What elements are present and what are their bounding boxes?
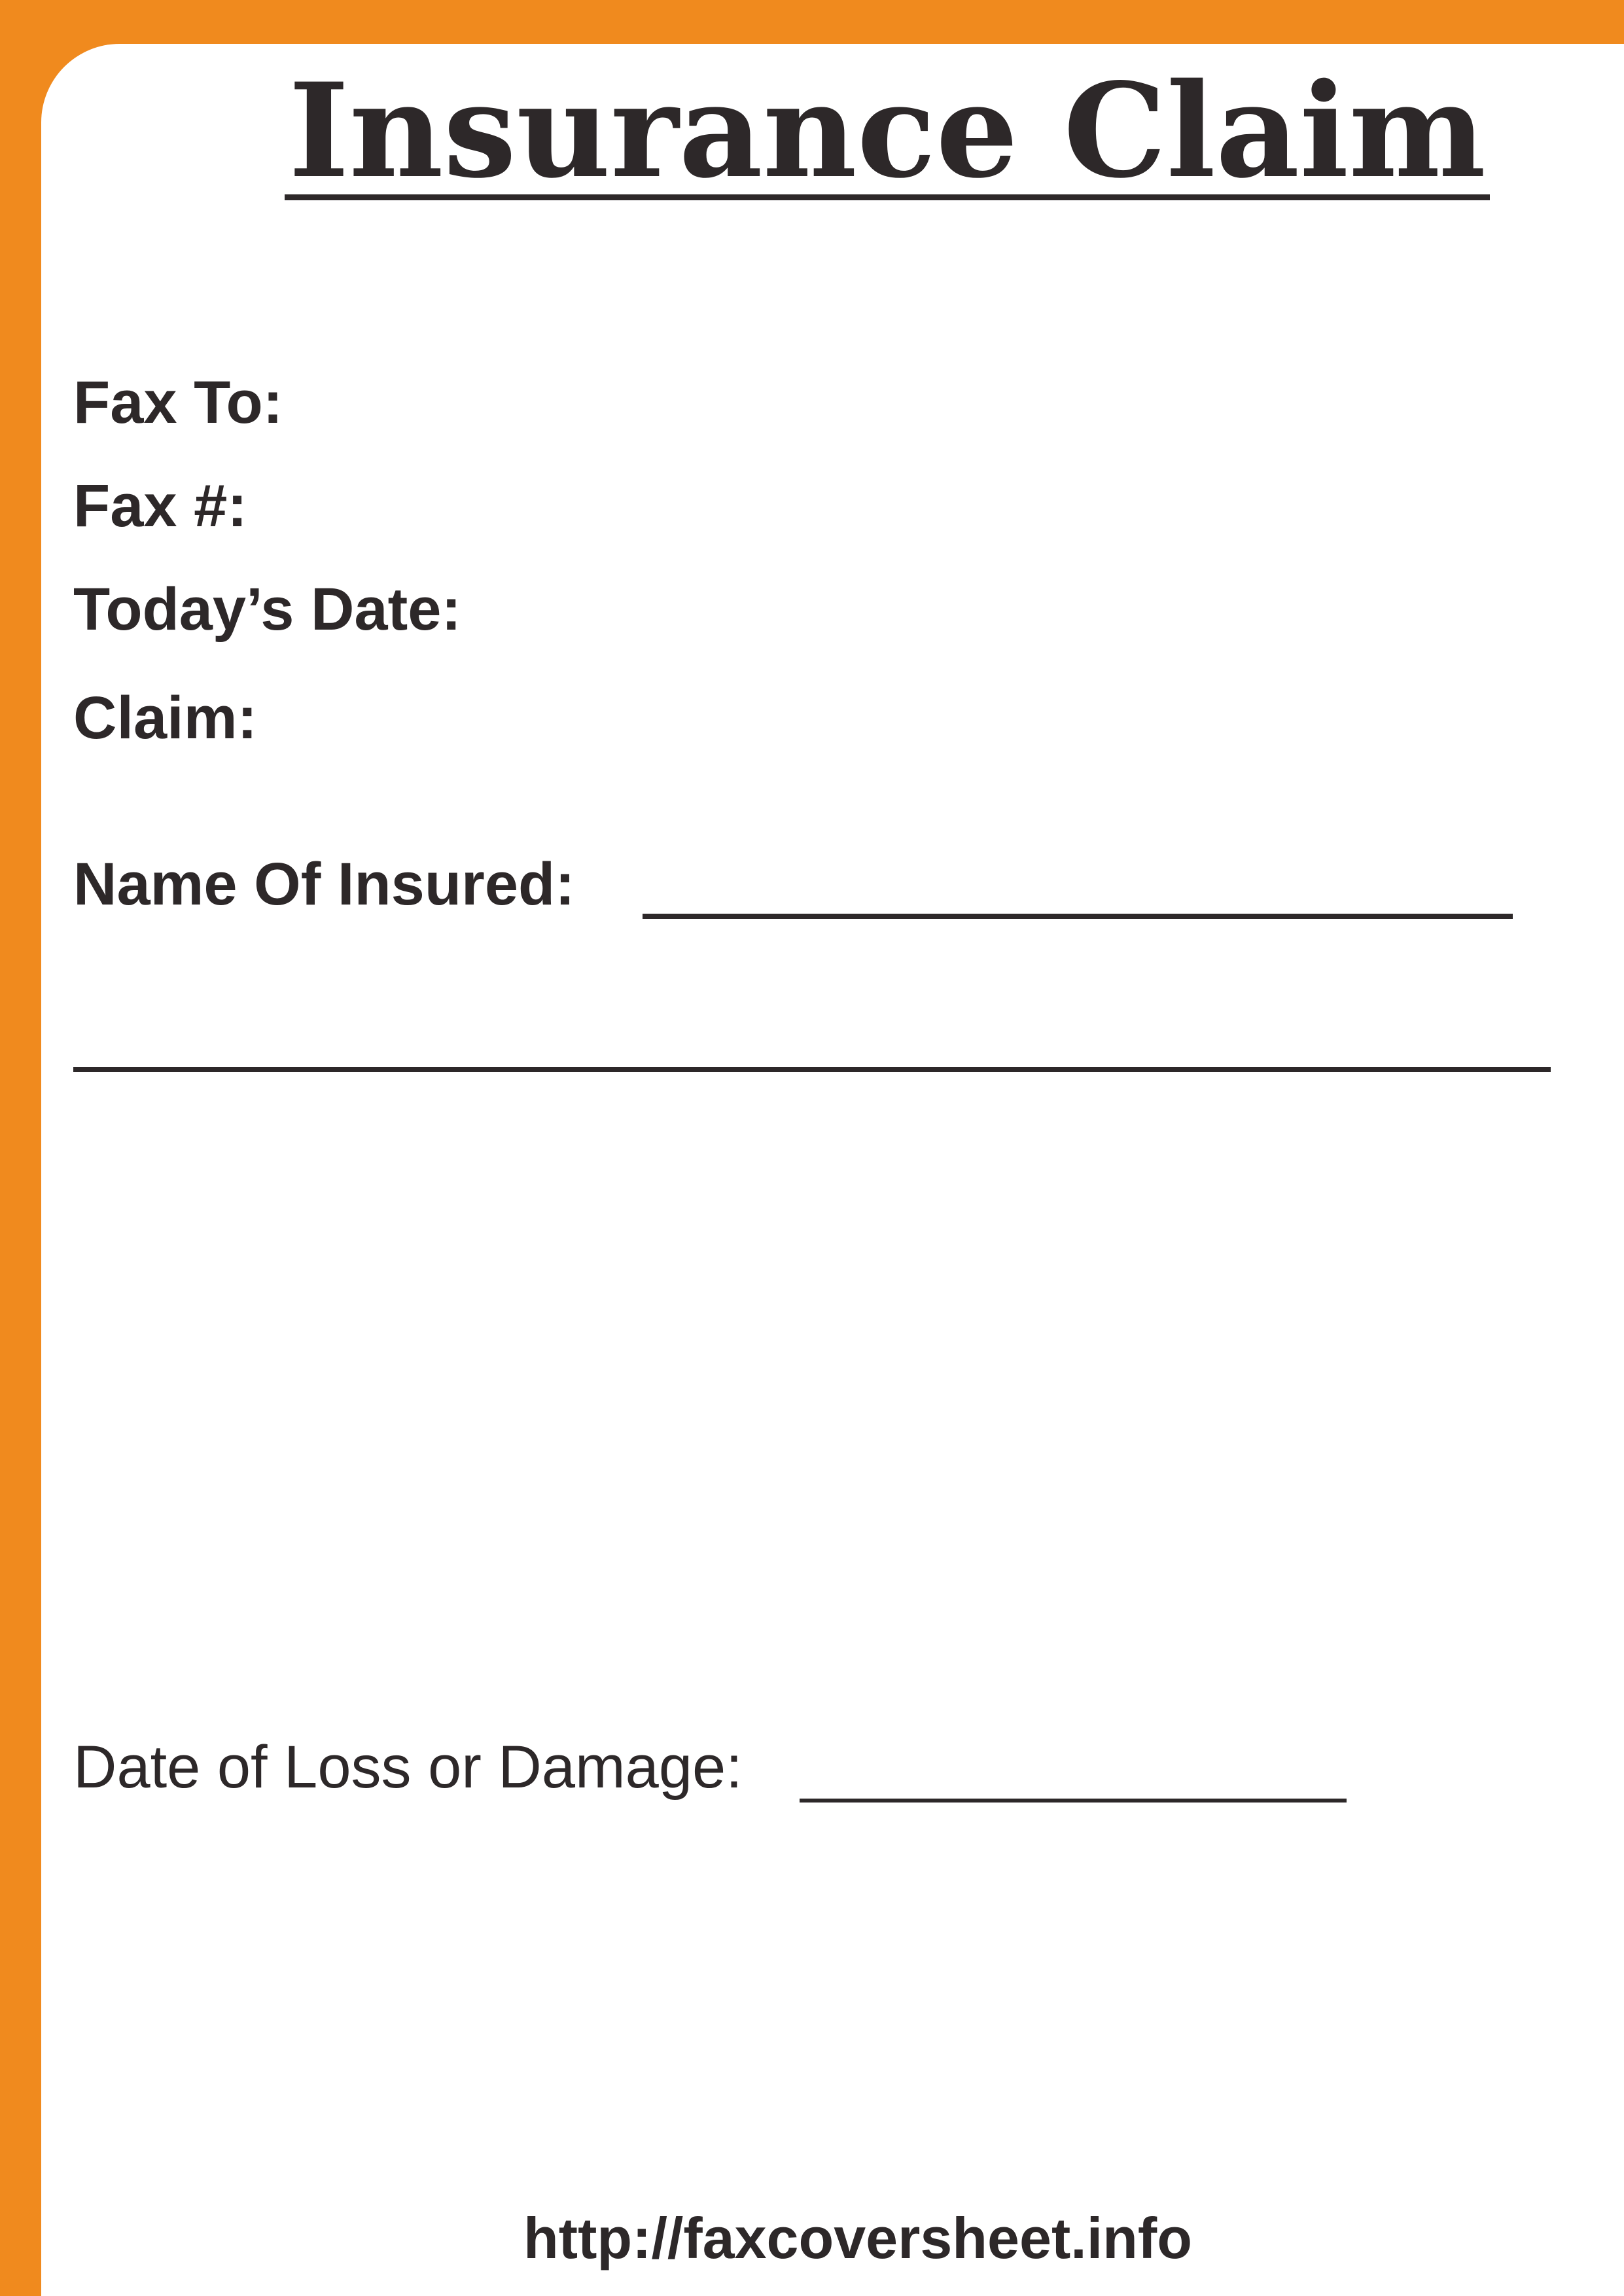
todays-date-label: Today’s Date: xyxy=(73,576,462,643)
fax-to-label: Fax To: xyxy=(73,369,283,436)
fax-number-label: Fax #: xyxy=(73,473,247,539)
date-of-loss-blank-line[interactable] xyxy=(800,1799,1347,1803)
page-title xyxy=(0,54,1624,207)
name-of-insured-second-blank-line[interactable] xyxy=(73,1067,1551,1072)
name-of-insured-label: Name Of Insured: xyxy=(73,851,575,918)
footer-website-text[interactable]: http://faxcoversheet.info xyxy=(523,2206,1192,2270)
claim-label: Claim: xyxy=(73,685,258,751)
date-of-loss-label: Date of Loss or Damage: xyxy=(73,1734,743,1801)
page-title-text: Insurance Claim xyxy=(285,69,1490,200)
orange-top-bar xyxy=(0,0,1624,44)
name-of-insured-blank-line[interactable] xyxy=(643,914,1513,919)
footer-website-link[interactable] xyxy=(0,2206,1624,2271)
orange-left-bar xyxy=(0,0,41,2296)
